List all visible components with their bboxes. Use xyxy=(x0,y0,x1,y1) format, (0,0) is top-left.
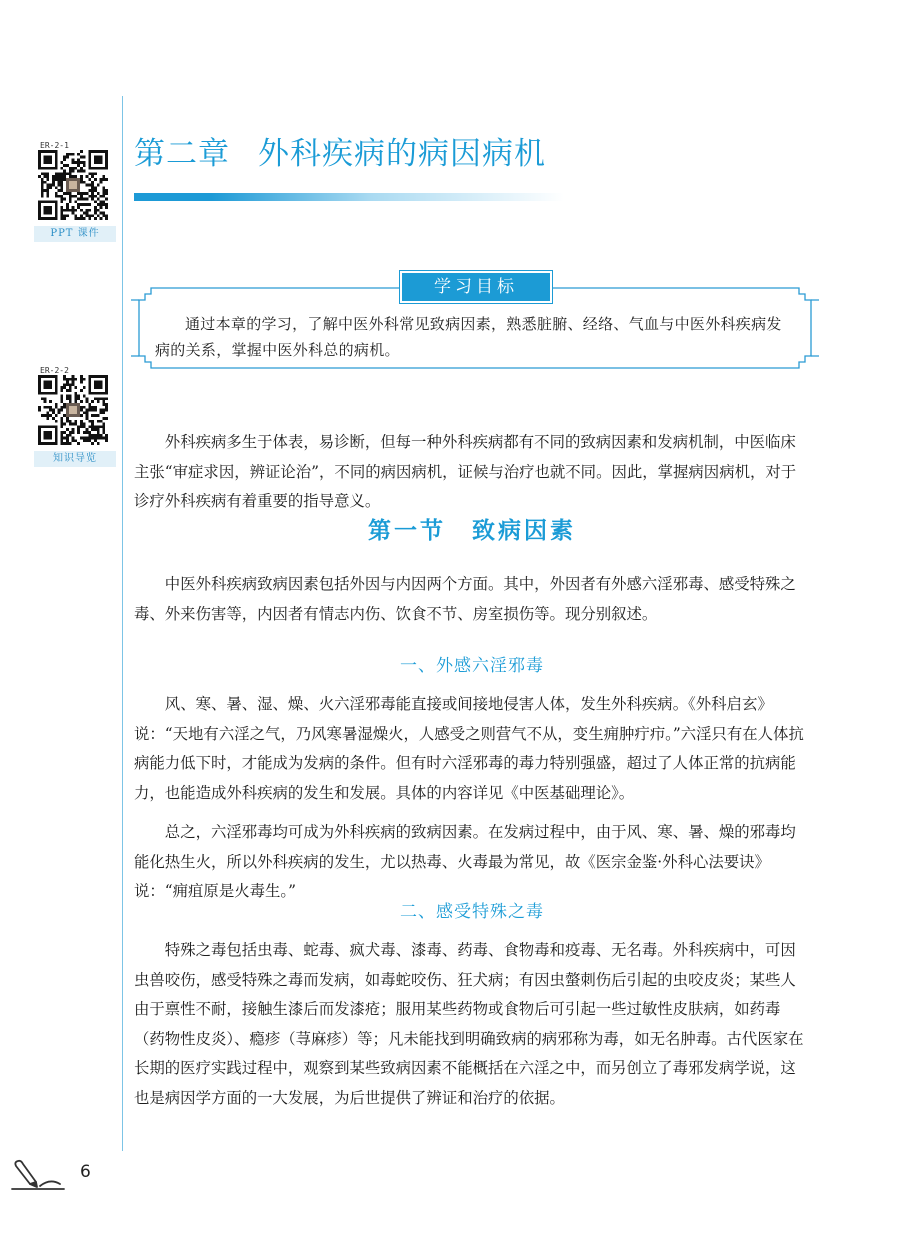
intro-paragraph: 外科疾病多生于体表，易诊断，但每一种外科疾病都有不同的致病因素和发病机制，中医临床主张“审症求因，辨证论治”，不同的病因病机，证候与治疗也就不同。因此，掌握病因病机，对于诊疗外科疾病有着重要的指导意义。 xyxy=(134,433,797,510)
subsection-title-2: 二、感受特殊之毒 xyxy=(400,902,544,922)
qr-code-tag: ER-2-1 xyxy=(40,141,69,150)
chapter-name: 外科疾病的病因病机 xyxy=(258,136,546,172)
chapter-title-rule xyxy=(134,193,564,201)
subsection-2-paragraph-1: 特殊之毒包括虫毒、蛇毒、疯犬毒、漆毒、药毒、食物毒和疫毒、无名毒。外科疾病中，可因虫兽咬伤，感受特殊之毒而发病，如毒蛇咬伤、狂犬病；有因虫螫刺伤后引起的虫咬皮炎；某些人由于禀性不耐，接触生漆后而发漆疮；服用某些药物或食物后可引起一些过敏性皮肤病，如药毒（药物性皮炎）、瘾疹（荨麻疹）等；凡未能找到明确致病的病邪称为毒，如无名肿毒。古代医家在长期的医疗实践过程中，观察到某些致病因素不能概括在六淫之中，而另创立了毒邪发病学说，这也是病因学方面的一大发展，为后世提供了辨证和治疗的依据。 xyxy=(134,941,804,1107)
chapter-title xyxy=(134,128,546,173)
section-title: 第一节 致病因素 xyxy=(368,518,576,544)
page-number: 6 xyxy=(80,1162,91,1182)
qr-code-label: PPT 课件 xyxy=(34,226,116,242)
qr-code-tag: ER-2-2 xyxy=(40,366,69,375)
qr-code-guide[interactable] xyxy=(34,366,116,467)
qr-code-label: 知识导览 xyxy=(34,451,116,467)
qr-code-ppt[interactable] xyxy=(34,141,116,242)
qr-code-icon xyxy=(38,375,108,445)
qr-code-icon xyxy=(38,150,108,220)
objectives-text: 通过本章的学习，了解中医外科常见致病因素，熟悉脏腑、经络、气血与中医外科疾病发病的关系，掌握中医外科总的病机。 xyxy=(155,315,782,359)
subsection-title-1: 一、外感六淫邪毒 xyxy=(400,656,544,676)
chapter-number: 第二章 xyxy=(134,136,230,172)
objectives-title: 学习目标 xyxy=(400,271,552,303)
subsection-1-paragraph-2: 总之，六淫邪毒均可成为外科疾病的致病因素。在发病过程中，由于风、寒、暑、燥的邪毒均能化热生火，所以外科疾病的发生，尤以热毒、火毒最为常见，故《医宗金鉴·外科心法要诀》说：“痈疽原是火毒生。” xyxy=(134,823,796,900)
pencil-icon xyxy=(10,1158,68,1192)
section-intro-paragraph: 中医外科疾病致病因素包括外因与内因两个方面。其中，外因者有外感六淫邪毒、感受特殊之毒、外来伤害等，内因者有情志内伤、饮食不节、房室损伤等。现分别叙述。 xyxy=(134,575,796,623)
margin-rule xyxy=(122,96,123,1151)
subsection-1-paragraph-1: 风、寒、暑、湿、燥、火六淫邪毒能直接或间接地侵害人体，发生外科疾病。《外科启玄》说：“天地有六淫之气，乃风寒暑湿燥火，人感受之则营气不从，变生痈肿疔疖。”六淫只有在人体抗病能力低下时，才能成为发病的条件。但有时六淫邪毒的毒力特别强盛，超过了人体正常的抗病能力，也能造成外科疾病的发生和发展。具体的内容详见《中医基础理论》。 xyxy=(134,695,804,802)
learning-objectives-box xyxy=(137,277,813,370)
